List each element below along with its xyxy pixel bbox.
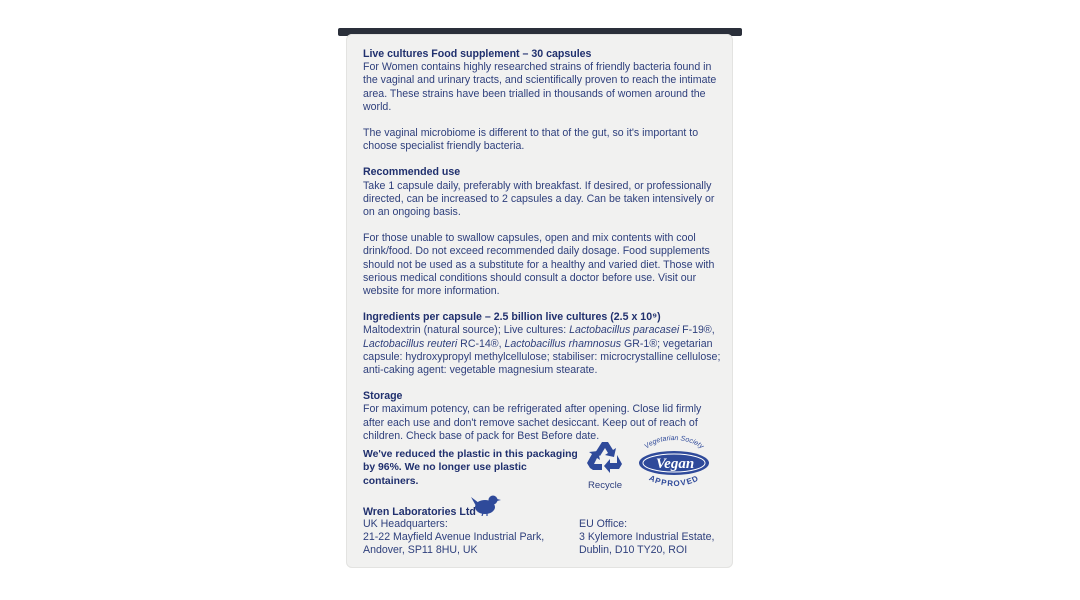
uk-label: UK Headquarters: <box>363 518 448 530</box>
storage-heading: Storage <box>363 390 403 403</box>
intro-body: For Women contains highly researched strains of friendly bacteria found in the vaginal and urinary tracts, and scientifically proven to reach the intimate area. These strains have been trialled in thousands of women around the world. <box>363 61 717 113</box>
recycle-icon <box>586 440 624 474</box>
wren-bird-icon <box>471 492 501 516</box>
storage-body: For maximum potency, can be refrigerated after opening. Close lid firmly after each use and don't remove sachet desiccant. Keep out of reach of children. Check base of pack for Best Before date. <box>363 403 702 442</box>
eu-line-2: Dublin, D10 TY20, ROI <box>579 544 688 557</box>
eco-badges-row <box>363 434 723 491</box>
vegan-approved-logo <box>629 434 719 490</box>
uk-address <box>363 518 563 558</box>
company-name: Wren Laboratories Ltd <box>363 506 476 518</box>
intro-heading: Live cultures Food supplement – 30 capsules <box>363 48 592 60</box>
svg-text:Vegetarian Society: Vegetarian Society <box>643 434 705 451</box>
recycle-badge <box>585 440 625 491</box>
svg-text:Vegan: Vegan <box>655 456 695 472</box>
ingredients-heading: Ingredients per capsule – 2.5 billion live cultures (2.5 x 10⁹) <box>363 311 661 324</box>
recommended-heading: Recommended use <box>363 166 461 179</box>
recommended-body: Take 1 capsule daily, preferably with breakfast. If desired, or professionally directed, can be increased to 2 capsules a day. Can be taken intensively or on an ongoing basis. <box>363 179 715 219</box>
uk-line-2: Andover, SP11 8HU, UK <box>363 544 478 557</box>
recommended-body-2: For those unable to swallow capsules, open and mix contents with cool drink/food. Do not exceed recommended daily dosage. Food supplements should not be used as a substitute for a healthy and varied diet. Those with serious medical conditions should consult a doctor before use. Visit our website for more information. <box>363 232 715 298</box>
eu-line-1: 3 Kylemore Industrial Estate, <box>579 531 715 544</box>
company-info <box>363 506 723 557</box>
uk-line-1: 21-22 Mayfield Avenue Industrial Park, <box>363 531 545 544</box>
ingredients-body: Maltodextrin (natural source); Live cultures: Lactobacillus paracasei F-19®, Lactobacillus reuteri RC-14®, Lactobacillus rhamnosus GR-1®; vegetarian capsule: hydroxypropyl methylcellulose; stabiliser: microcrystalline cellulose; anti-caking agent: vegetable magnesium stearate. <box>363 324 721 377</box>
label-text <box>363 48 721 443</box>
svg-text:APPROVED: APPROVED <box>647 473 701 489</box>
eu-label: EU Office: <box>579 518 628 530</box>
plastic-reduction-message: We've reduced the plastic in this packaging by 96%. We no longer use plastic containers. <box>363 449 578 487</box>
intro-body-2: The vaginal microbiome is different to that of the gut, so it's important to choose specialist friendly bacteria. <box>363 127 699 153</box>
recycle-label: Recycle <box>587 480 623 491</box>
eu-address <box>579 518 729 558</box>
